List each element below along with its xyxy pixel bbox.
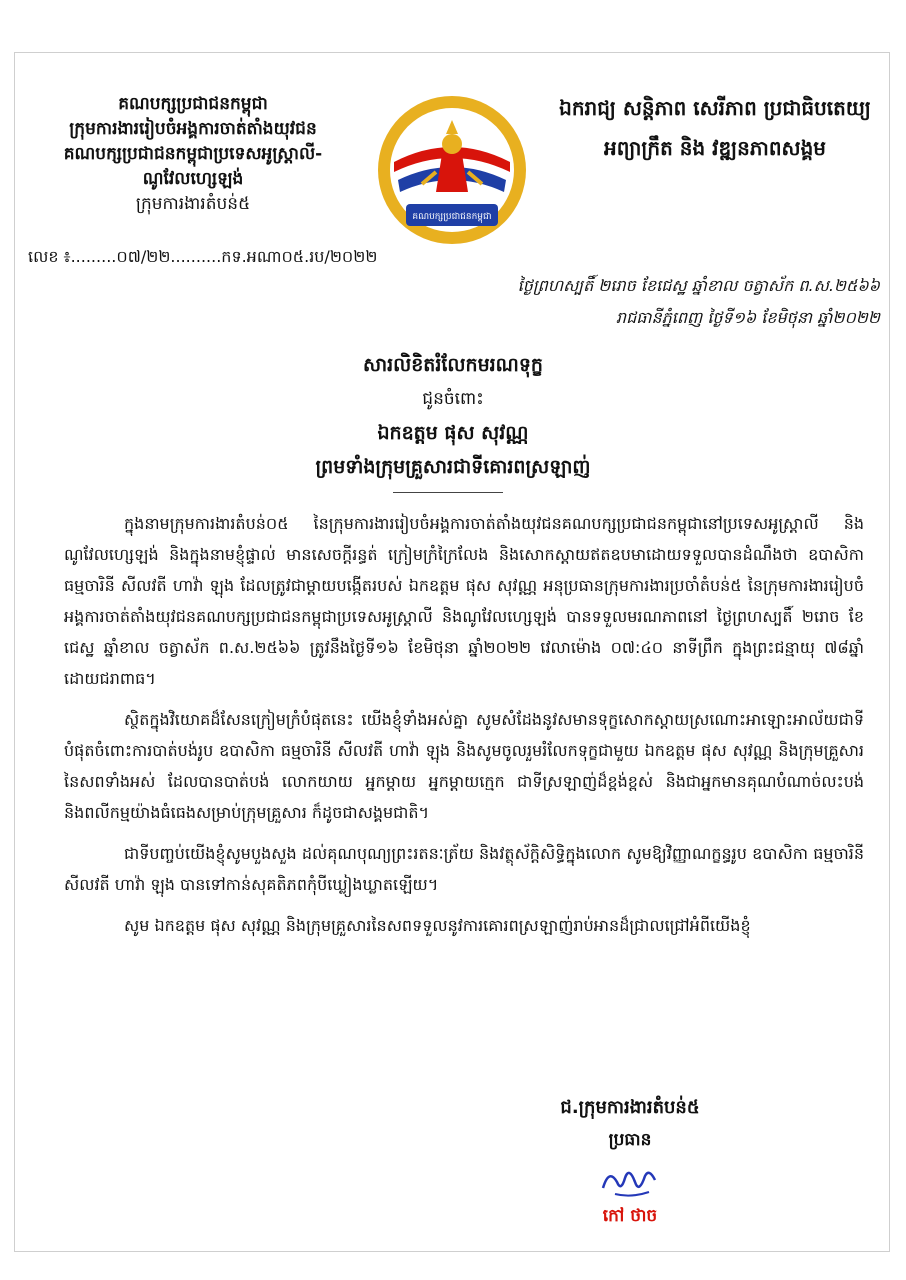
letter-date xyxy=(480,270,880,334)
letter-body xyxy=(64,508,864,951)
sender-header xyxy=(28,92,358,217)
paragraph-3: ជាទីបញ្ចប់យើងខ្ញុំសូមបួងសួង ដល់គុណបុណ្យព្រះរតនៈត្រ័យ និងវត្ថុស័ក្តិសិទ្ធិក្នុងលោក សូមឱ្យវិញ្ញាណក្ខន្ធរូប ឧបាសិកា ធម្មចារិនី សីលវតី ហាវ៉ា ឡុង បានទៅកាន់សុគតិភពកុំបីឃ្លៀងឃ្លាតឡើយ។ xyxy=(64,844,864,894)
region-group: ក្រុមការងារតំបន់៥ xyxy=(135,194,251,214)
paragraph-2: ស្ថិតក្នុងវិយោគដ៏សែនក្រៀមក្រំបំផុតនេះ យើងខ្ញុំទាំងអស់គ្នា សូមសំដែងនូវសមានទុក្ខសោកស្តាយស្រណោះអាឡោះអាល័យជាទីបំផុតចំពោះការបាត់បង់រូប ឧបាសិកា ធម្មចារិនី សីលវតី ហាវ៉ា ឡុង និងសូមចូលរួមរំលែកទុក្ខជាមួយ ឯកឧត្តម ផុស សុវណ្ណ និងក្រុមគ្រួសារនៃសពទាំងអស់ ដែលបានបាត់បង់ លោកយាយ អ្នកម្តាយ អ្នកម្តាយក្មេក ជាទីស្រឡាញ់ដ៏ខ្ពង់ខ្ពស់ និងជាអ្នកមានគុណបំណាច់លះបង់ និងពលីកម្មយ៉ាងធំធេងសម្រាប់ក្រុមគ្រួសារ ក៏ដូចជាសង្គមជាតិ។ xyxy=(64,710,864,822)
paragraph-4: សូម ឯកឧត្តម ផុស សុវណ្ណ និងក្រុមគ្រួសារនៃសពទទួលនូវការគោរពស្រឡាញ់រាប់អានដ៏ជ្រាលជ្រៅអំពីយើងខ្ញុំ xyxy=(124,916,751,935)
signatory-org: ជ.ក្រុមការងារតំបន់៥ xyxy=(560,1097,700,1118)
letter-title: សារលិខិតរំលែកមរណទុក្ខ xyxy=(363,354,543,376)
paragraph-1: ក្នុងនាមក្រុមការងារតំបន់០៥ នៃក្រុមការងាររៀបចំអង្គការចាត់តាំងយុវជនគណបក្សប្រជាជនកម្ពុជានៅប្រទេសអូស្ត្រាលី និងណូវែលហ្សេឡង់ និងក្នុងនាមខ្ញុំផ្ទាល់ មានសេចក្តីរន្ធត់ ក្រៀមក្រំក្រៃលែង និងសោកស្តាយឥតឧបមាដោយទទួលបានដំណឹងថា ឧបាសិកា ធម្មចារិនី សីលវតី ហាវ៉ា ឡុង ដែលត្រូវជាម្តាយបង្កើតរបស់ ឯកឧត្តម ផុស សុវណ្ណ អនុប្រធានក្រុមការងារប្រចាំតំបន់៥ នៃក្រុមការងាររៀបចំអង្គការចាត់តាំងយុវជនគណបក្សប្រជាជនកម្ពុជាប្រទេសអូស្ត្រាលី និងណូវែលហ្សេឡង់ បានទទួលមរណភាពនៅ ថ្ងៃព្រហស្បតិ៍ ២រោច ខែជេស្ឋ ឆ្នាំខាល ចត្វាស័ក ព.ស.២៥៦៦ ត្រូវនឹងថ្ងៃទី១៦ ខែមិថុនា ឆ្នាំ២០២២ វេលាម៉ោង ០៧:៤០ នាទីព្រឹក ក្នុងព្រះជន្មាយុ ៧៨ឆ្នាំ ដោយជរាពាធ។ xyxy=(64,514,864,688)
country-line-2: ណូវែលហ្សេឡង់ xyxy=(142,169,244,189)
solar-date: រាជធានីភ្នំពេញ ថ្ងៃទី១៦ ខែមិថុនា ឆ្នាំ២០២២ xyxy=(615,308,880,327)
party-logo xyxy=(372,92,532,252)
letter-title-block xyxy=(0,348,906,484)
kingdom-header xyxy=(540,88,890,168)
working-group-name: ក្រុមការងាររៀបចំអង្គការចាត់តាំងយុវជន xyxy=(69,119,317,139)
signature-block xyxy=(520,1092,740,1230)
handwritten-signature-icon xyxy=(595,1158,665,1202)
kingdom-motto-2: អព្យាក្រឹត និង វឌ្ឍនភាពសង្គម xyxy=(604,136,826,160)
country-line-1: គណបក្សប្រជាជនកម្ពុជាប្រទេសអូស្ត្រាលី- xyxy=(63,144,323,164)
lunar-date: ថ្ងៃព្រហស្បតិ៍ ២រោច ខែជេស្ឋ ឆ្នាំខាល ចត្វាស័ក ព.ស.២៥៦៦ xyxy=(517,276,880,295)
party-name: គណបក្សប្រជាជនកម្ពុជា xyxy=(118,94,268,114)
kingdom-motto: ឯករាជ្យ សន្តិភាព សេរីភាព ប្រជាធិបតេយ្យ xyxy=(559,96,871,120)
signatory-position: ប្រធាន xyxy=(608,1130,652,1150)
logo-banner-text: គណបក្សប្រជាជនកម្ពុជា xyxy=(412,212,492,222)
title-divider xyxy=(393,492,503,493)
recipient-family: ព្រមទាំងក្រុមគ្រួសារជាទីគោរពស្រឡាញ់ xyxy=(315,456,591,478)
signatory-name: កៅ ថាច xyxy=(602,1206,658,1226)
addressed-to: ជូនចំពោះ xyxy=(422,389,484,409)
reference-number: លេខ ៖.........០៧/២២..........កទ.អណា០៥.រប/២០២២ xyxy=(28,247,378,266)
recipient-name: ឯកឧត្តម ផុស សុវណ្ណ xyxy=(377,422,529,444)
